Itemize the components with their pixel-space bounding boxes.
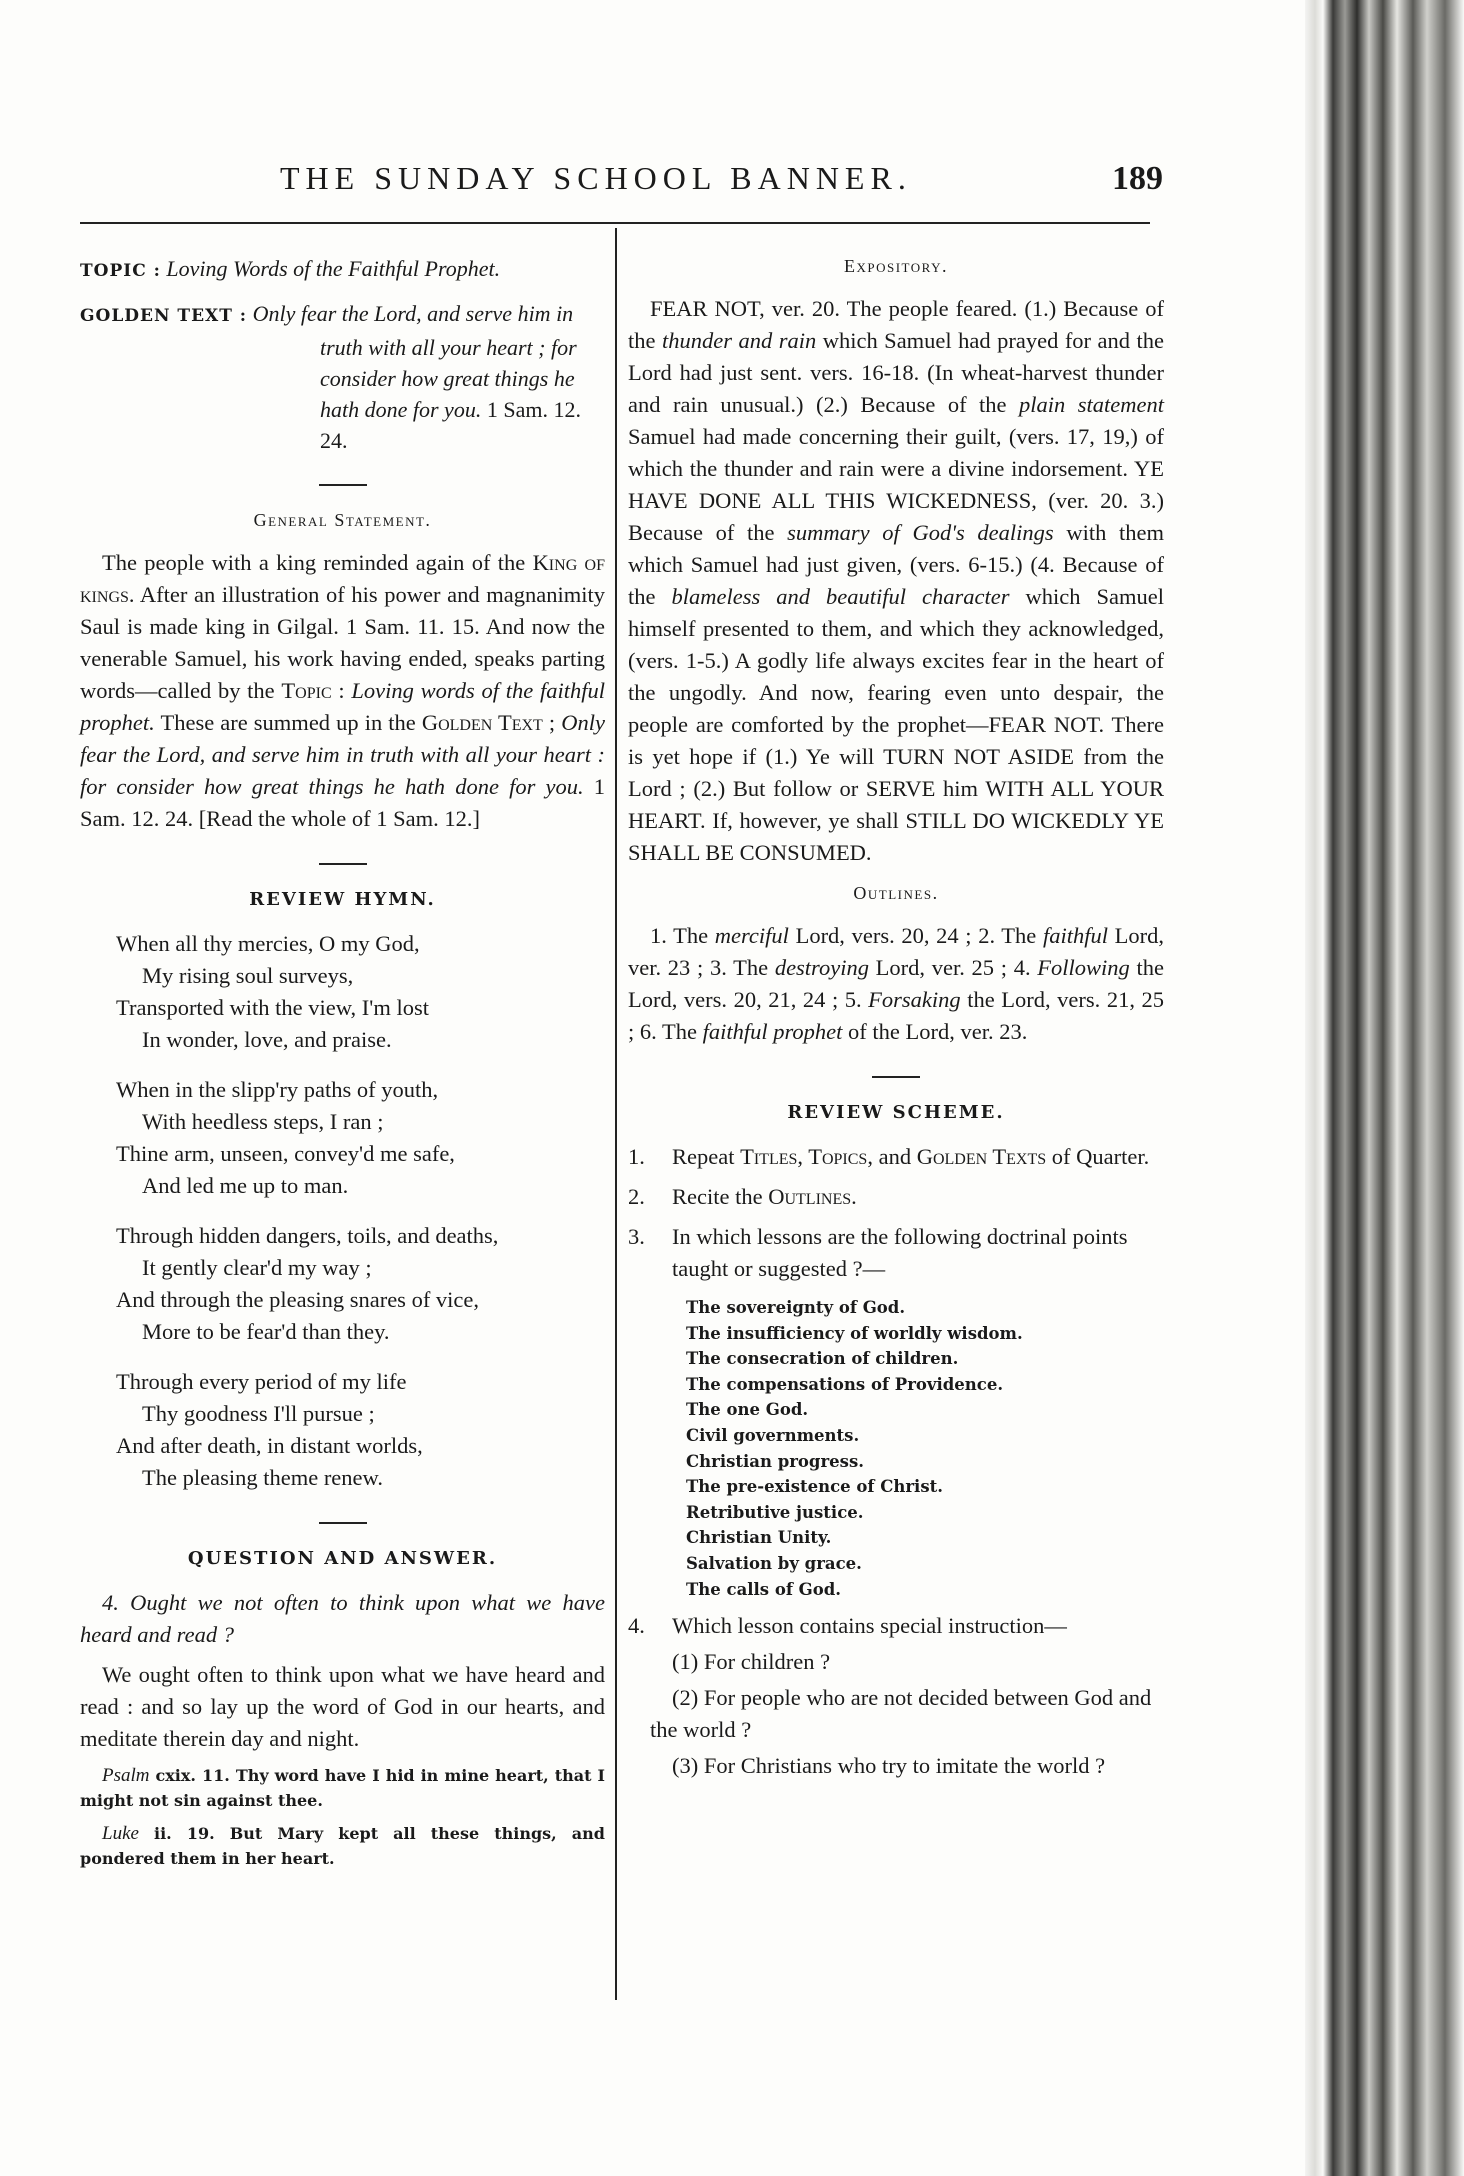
scripture-reference [80,1821,605,1871]
hymn-line: And after death, in distant worlds, [116,1433,423,1458]
doctrine-item: The consecration of children. [686,1349,959,1369]
general-text: ; [542,710,562,735]
outline-segment: the Lord, vers. 21, 25 ; 6. The [628,987,1164,1044]
general-text: : [331,678,352,703]
item-number: 2. [628,1184,645,1209]
question: 4. Ought we not often to think upon what we have heard and read ? [80,1590,605,1647]
outline-segment: Lord, ver. 25 ; 4. [868,955,1038,980]
doctrine-item: Christian progress. [686,1451,864,1471]
ref-book: Luke [102,1823,139,1844]
hymn-line: When all thy mercies, O my God, [116,931,420,956]
item-text: of Quarter. [1046,1144,1150,1169]
item-number: 4. [628,1613,645,1639]
hymn-line: And led me up to man. [142,1173,349,1198]
outline-segment: of the Lord, ver. 23. [842,1019,1028,1044]
expository-segment: with them which Samuel had just given, (vers. 6-15.) (4. Because of the [628,520,1164,609]
outline-italic: faithful [1042,923,1108,948]
general-golden-italic: Only fear the Lord, and serve him in truth with all your heart : for consider how great things he hath done for you. [80,710,605,799]
item-number: 3. [628,1224,645,1249]
answer: We ought often to think upon what we have heard and read : and so lay up the word of God in our hearts, and meditate therein day and night. [80,1662,605,1751]
column-divider [615,228,617,2000]
review-scheme-heading: REVIEW SCHEME. [787,1102,1005,1123]
doctrine-item: The pre-existence of Christ. [686,1477,943,1497]
separator [872,1076,920,1078]
topic-text: Loving Words of the Faithful Prophet. [166,256,501,281]
outline-italic: Following [1037,955,1130,980]
outline-italic: Forsaking [868,987,961,1012]
doctrine-item: The calls of God. [686,1579,842,1599]
right-column [628,248,1164,1782]
expository-italic: blameless and beautiful character [671,584,1010,609]
question-answer-heading: QUESTION AND ANSWER. [187,1548,498,1569]
review-hymn-heading: REVIEW HYMN. [249,889,436,910]
hymn-line: With heedless steps, I ran ; [142,1109,384,1134]
expository-italic: thunder and rain [661,328,817,353]
page-header [80,160,1163,200]
hymn-line: Transported with the view, I'm lost [116,995,429,1020]
hymn-line: And through the pleasing snares of vice, [116,1287,480,1312]
outline-segment: 1. The [650,923,715,948]
general-statement [80,547,605,835]
item-text: and [872,1144,917,1169]
outlines-heading: Outlines. [853,883,939,903]
golden-text-words: Golden Text [421,710,543,735]
expository-segment: Samuel had made concerning their guilt, (vers. 17, 19,) of which the thunder and rain were a divine indorsement. YE HAVE DONE ALL THIS WICKEDNESS, (ver. 20. 3.) Because of the [628,424,1164,545]
hymn-line: It gently clear'd my way ; [142,1255,372,1280]
outline-italic: merciful [714,923,789,948]
item-text-sc: Golden Texts [916,1144,1047,1169]
instruction-item: (2) For people who are not decided between God and the world ? [650,1685,1152,1743]
expository-italic: plain statement [1019,392,1164,417]
general-text: The people with a king reminded again of the [102,550,533,575]
left-column [80,248,605,1871]
king-of-kings: King of kings. [80,550,606,607]
expository-segment: which Samuel had prayed for and the Lord had just sent. vers. 16-18. (In wheat-harvest thunder and rain unusual.) (2.) Because of the [628,328,1164,417]
expository-segment: FEAR NOT, ver. 20. The people feared. (1.) Because of the [628,296,1164,353]
instruction-item: (1) For children ? [672,1649,831,1675]
separator [319,1522,367,1524]
doctrine-item: Salvation by grace. [686,1553,862,1573]
golden-text [80,298,605,456]
hymn-stanza [80,928,605,1056]
item-text: Recite the [672,1184,769,1209]
item-text-sc: Titles, Topics, [740,1144,873,1169]
hymn-line: Through every period of my life [116,1369,407,1394]
book-page-edges [1305,0,1464,2176]
item-number: 1. [628,1144,645,1169]
hymn-line: Through hidden dangers, toils, and deaths, [116,1223,499,1248]
expository-text [628,293,1164,869]
doctrine-item: Retributive justice. [686,1502,864,1522]
expository-heading: Expository. [844,256,948,276]
separator [319,863,367,865]
hymn-stanza [80,1220,605,1348]
doctrine-item: Christian Unity. [686,1528,832,1548]
item-text: Repeat [672,1144,741,1169]
golden-text-ref: 1 Sam. 12. 24. [320,397,581,453]
hymn-stanza [80,1366,605,1494]
scheme-item [628,1610,1164,1642]
hymn-line: The pleasing theme renew. [142,1465,383,1490]
item-text: Which lesson contains special instruction— [672,1613,1067,1639]
doctrine-list [686,1295,1164,1602]
hymn-line: Thine arm, unseen, convey'd me safe, [116,1141,455,1166]
doctrine-item: The sovereignty of God. [686,1298,906,1317]
page-number: 189 [1112,160,1163,197]
scheme-item [628,1181,1164,1213]
expository-italic: summary of God's dealings [787,520,1054,545]
ref-text: cxix. 11. Thy word have I hid in mine heart, that I might not sin against thee. [80,1766,605,1810]
scheme-item [628,1141,1164,1173]
general-topic-italic: Loving words of the faithful prophet. [80,678,605,735]
outlines-text [628,920,1164,1048]
golden-text-body: Only fear the Lord, and serve him in truth with all your heart ; for consider how great things he hath done for you. [252,301,577,422]
outline-italic: faithful prophet [702,1019,843,1044]
hymn-line: My rising soul surveys, [142,963,354,988]
ref-text: ii. 19. But Mary kept all these things, and pondered them in her heart. [80,1824,605,1868]
review-hymn [80,928,605,1494]
outline-segment: Lord, ver. 23 ; 3. The [628,923,1164,980]
general-text: These are summed up in the [154,710,422,735]
ref-book: Psalm [102,1765,150,1786]
golden-text-label: GOLDEN TEXT : [80,306,248,326]
item-text-sc: Outlines. [768,1184,857,1209]
hymn-stanza [80,1074,605,1202]
topic-word: Topic [281,678,332,703]
header-rule [80,222,1150,224]
hymn-line: Thy goodness I'll pursue ; [142,1401,375,1426]
instruction-item: (3) For Christians who try to imitate the world ? [672,1753,1106,1779]
hymn-line: More to be fear'd than they. [142,1319,390,1344]
topic [80,254,605,286]
hymn-line: In wonder, love, and praise. [142,1027,392,1052]
expository-segment: which Samuel himself presented to them, and which they acknowledged, (vers. 1-5.) A godly life always excites fear in the heart of the ungodly. And now, fearing even unto despair, the people are comforted by the prophet—FEAR NOT. There is yet hope if (1.) Ye will TURN NOT ASIDE from the Lord ; (2.) But follow or SERVE him WITH ALL YOUR HEART. If, however, ye shall STILL DO WICKEDLY YE SHALL BE CONSUMED. [628,584,1164,865]
outline-segment: the Lord, vers. 20, 21, 24 ; 5. [628,955,1164,1012]
separator [319,484,367,486]
scheme-item [628,1221,1164,1285]
item-text: In which lessons are the following doctrinal points taught or suggested ?— [672,1224,1128,1281]
doctrine-item: The insufficiency of worldly wisdom. [686,1323,1023,1343]
doctrine-item: The compensations of Providence. [686,1374,1004,1394]
running-title: THE SUNDAY SCHOOL BANNER. [280,160,912,196]
doctrine-item: Civil governments. [686,1425,860,1445]
hymn-line: When in the slipp'ry paths of youth, [116,1077,439,1102]
outline-italic: destroying [774,955,869,980]
topic-label: TOPIC : [80,261,161,281]
general-text: After an illustration of his power and magnanimity Saul is made king in Gilgal. 1 Sam. 11. 15. And now the venerable Samuel, his work having ended, speaks parting words—called by the [80,582,605,703]
doctrine-item: The one God. [686,1400,809,1420]
scripture-reference [80,1763,605,1813]
general-statement-heading: General Statement. [253,510,432,530]
outline-segment: Lord, vers. 20, 24 ; 2. The [788,923,1043,948]
general-text: 1 Sam. 12. 24. [Read the whole of 1 Sam. 12.] [80,774,606,831]
